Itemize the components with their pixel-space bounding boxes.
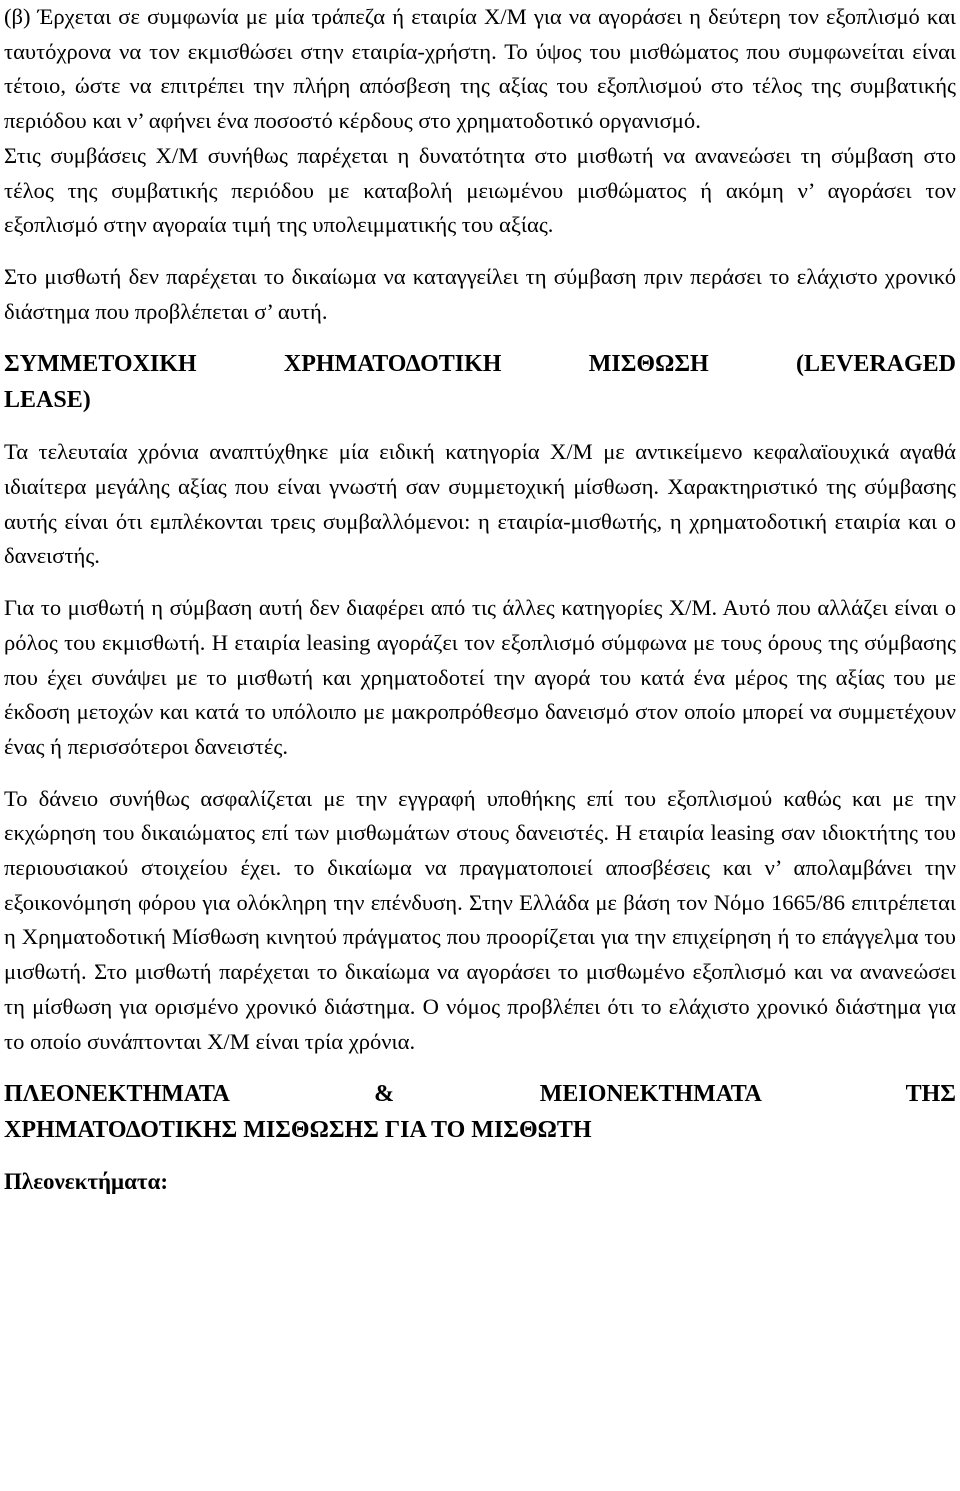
- paragraph-gap: [4, 574, 956, 591]
- subheading-advantages: Πλεονεκτήματα:: [4, 1169, 169, 1195]
- paragraph-lessor-role: Για το μισθωτή η σύμβαση αυτή δεν διαφέρει από τις άλλες κατηγορίες Χ/Μ. Αυτό που αλλάζει είναι ο ρόλος του εκμισθωτή. Η εταιρία leasing αγοράζει τον εξοπλισμό σύμφωνα με τους όρους της σύμβασης που έχει συνάψει με το μισθωτή και χρηματοδοτεί την αγορά του κατά ένα μέρος της αξίας του με έκδοση μετοχών και κατά το υπόλοιπο με μακροπρόθεσμο δανεισμό στον οποίο μπορεί να συμμετέχουν ένας ή περισσότεροι δανειστές.: [4, 595, 956, 759]
- paragraph-gap: [4, 1148, 956, 1165]
- paragraph-loan-security: Το δάνειο συνήθως ασφαλίζεται με την εγγραφή υποθήκης επί του εξοπλισμού καθώς και με την εκχώρηση του δικαιώματος επί των μισθωμάτων στους δανειστές. Η εταιρία leasing σαν ιδιοκτήτης του περιουσιακού στοιχείου έχει. το δικαίωμα να πραγματοποιεί αποσβέσεις και ν’ απολαμβάνει την εξοικονόμηση φόρου για ολόκληρη την επένδυση. Στην Ελλάδα με βάση τον Νόμο 1665/86 επιτρέπεται η Χρηματοδοτική Μίσθωση κινητού πράγματος που προορίζεται για την επιχείρηση ή το επάγγελμα του μισθωτή. Στο μισθωτή παρέχεται το δικαίωμα να αγοράσει το μισθωμένο εξοπλισμό και να ανανεώσει τη μίσθωση για ορισμένο χρονικό διάστημα. Ο νόμος προβλέπει ότι το ελάχιστο χρονικό διάστημα για το οποίο συνάπτονται Χ/Μ είναι τρία χρόνια.: [4, 785, 956, 1054]
- document-page: [4, 0, 956, 1200]
- paragraph-lessor-agreement: (β) Έρχεται σε συμφωνία με μία τράπεζα ή εταιρία Χ/Μ για να αγοράσει η δεύτερη τον εξοπλισμό και ταυτόχρονα να τον εκμισθώσει στην εταιρία-χρήστη. Το ύψος του μισθώματος που συμφωνείται είναι τέτοιο, ώστε να επιτρέπει την πλήρη απόσβεση της αξίας του εξοπλισμού στο τέλος της συμβατικής περιόδου και ν’ αφήνει ένα ποσοστό κέρδους στο χρηματοδοτικό οργανισμό.: [4, 4, 956, 134]
- paragraph-gap: [4, 1059, 956, 1076]
- heading-leveraged-lease-line2: LEASE): [4, 387, 91, 414]
- heading-advantages-disadvantages: [4, 1076, 956, 1148]
- paragraph-leveraged-intro: Τα τελευταία χρόνια αναπτύχθηκε μία ειδική κατηγορία Χ/Μ με αντικείμενο κεφαλαϊουχικά αγαθά ιδιαίτερα μεγάλης αξίας που είναι γνωστή σαν συμμετοχική μίσθωση. Χαρακτηριστικό της σύμβασης αυτής είναι ότι εμπλέκονται τρεις συμβαλλόμενοι: η εταιρία-μισθωτής, η χρηματοδοτική εταιρία και ο δανειστής.: [4, 439, 956, 569]
- paragraph-gap: [4, 418, 956, 435]
- paragraph-gap: [4, 329, 956, 346]
- heading-advantages-disadvantages-line2: ΧΡΗΜΑΤΟΔΟΤΙΚΗΣ ΜΙΣΘΩΣΗΣ ΓΙΑ ΤΟ ΜΙΣΘΩΤΗ: [4, 1117, 592, 1144]
- paragraph-gap: [4, 765, 956, 782]
- paragraph-gap: [4, 243, 956, 260]
- paragraph-renewal-option: Στις συμβάσεις Χ/Μ συνήθως παρέχεται η δυνατότητα στο μισθωτή να ανανεώσει τη σύμβαση στο τέλος της συμβατικής περιόδου με καταβολή μειωμένου μισθώματος ή ακόμη ν’ αγοράσει τον εξοπλισμό στην αγοραία τιμή της υπολειμματικής του αξίας.: [4, 142, 956, 238]
- heading-leveraged-lease: [4, 346, 956, 418]
- heading-leveraged-lease-line1: ΣΥΜΜΕΤΟΧΙΚΗ ΧΡΗΜΑΤΟΔΟΤΙΚΗ ΜΙΣΘΩΣΗ (LEVERAGED: [4, 351, 956, 378]
- paragraph-termination-rule: Στο μισθωτή δεν παρέχεται το δικαίωμα να καταγγείλει τη σύμβαση πριν περάσει το ελάχιστο χρονικό διάστημα που προβλέπεται σ’ αυτή.: [4, 263, 956, 324]
- heading-advantages-disadvantages-line1: ΠΛΕΟΝΕΚΤΗΜΑΤΑ & ΜΕΙΟΝΕΚΤΗΜΑΤΑ ΤΗΣ: [4, 1081, 956, 1108]
